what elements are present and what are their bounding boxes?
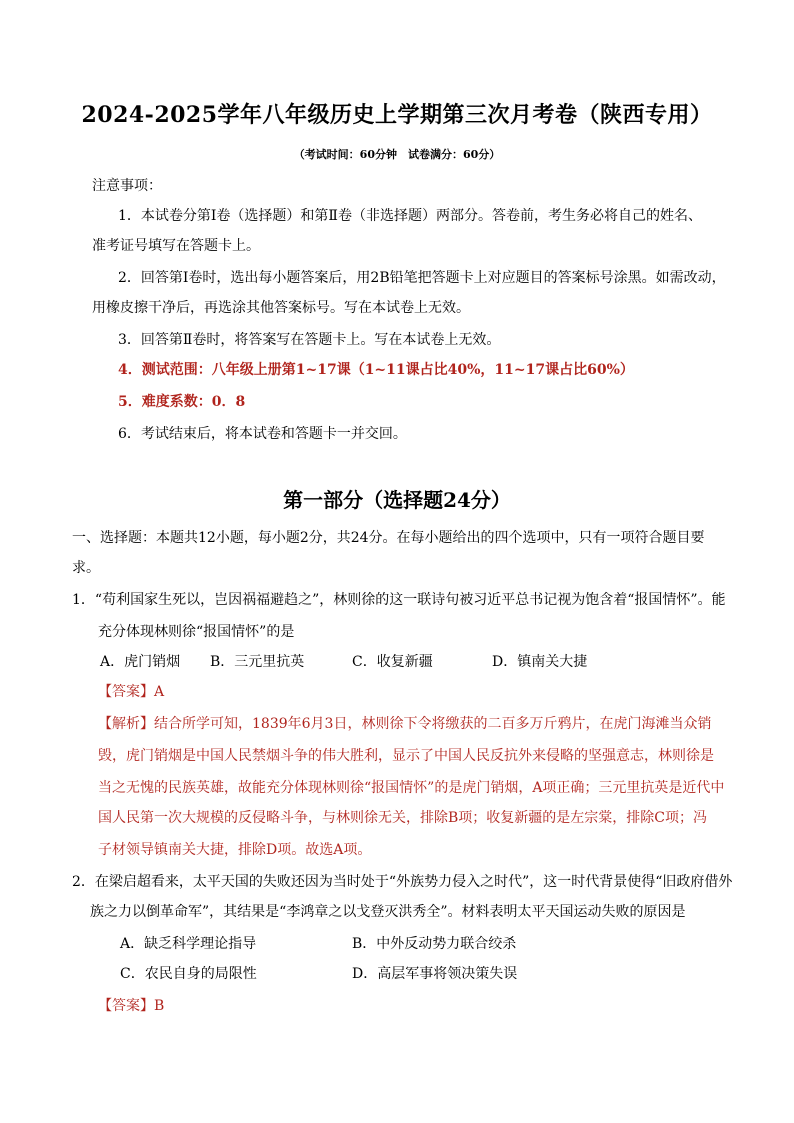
q2-option-a: A．缺乏科学理论指导 — [120, 936, 257, 952]
q1-analysis-4: 国人民第一次大规模的反侵略斗争，与林则徐无关，排除B项；收复新疆的是左宗棠，排除C项；冯 — [98, 810, 707, 826]
q2-answer: 【答案】B — [98, 998, 165, 1014]
notice-item-4-scope: 4．测试范围：八年级上册第1~17课（1~11课占比40%，11~17课占比60%） — [118, 362, 634, 378]
q1-option-a: A．虎门销烟 — [100, 654, 181, 670]
q1-option-d: D．镇南关大捷 — [492, 654, 588, 670]
q2-option-b: B．中外反动势力联合绞杀 — [352, 936, 517, 952]
q2-option-d: D．高层军事将领决策失误 — [352, 966, 518, 982]
notice-item-3: 3．回答第Ⅱ卷时，将答案写在答题卡上。写在本试卷上无效。 — [118, 332, 501, 348]
notice-item-5-difficulty: 5．难度系数：0．8 — [118, 394, 246, 410]
q1-analysis-3: 当之无愧的民族英雄，故能充分体现林则徐“报国情怀”的是虎门销烟，A项正确；三元里抗英是近代中 — [98, 780, 725, 796]
section-intro: 一、选择题：本题共12小题，每小题2分，共24分。在每小题给出的四个选项中，只有一项符合题目要 — [72, 530, 705, 546]
q1-option-c: C．收复新疆 — [352, 654, 433, 670]
q2-stem: 2．在梁启超看来，太平天国的失败还因为当时处于“外族势力侵入之时代”，这一时代背景使得“旧政府借外 — [72, 874, 733, 890]
q1-answer: 【答案】A — [98, 684, 165, 700]
q1-stem-cont: 充分体现林则徐“报国情怀”的是 — [98, 624, 295, 640]
section-intro-cont: 求。 — [72, 560, 100, 576]
notice-item-6: 6．考试结束后，将本试卷和答题卡一并交回。 — [118, 426, 407, 442]
notice-heading: 注意事项： — [92, 178, 162, 194]
page-title: 2024-2025学年八年级历史上学期第三次月考卷（陕西专用） — [81, 102, 713, 128]
q2-option-c: C．农民自身的局限性 — [120, 966, 257, 982]
q1-analysis-2: 毁，虎门销烟是中国人民禁烟斗争的伟大胜利，显示了中国人民反抗外来侵略的坚强意志，林则徐是 — [98, 748, 714, 764]
q2-stem-cont: 族之力以倒革命军”，其结果是“李鸿章之以戈登灭洪秀全”。材料表明太平天国运动失败的原因是 — [90, 904, 686, 920]
notice-item-2-cont: 用橡皮擦干净后，再选涂其他答案标号。写在本试卷上无效。 — [92, 300, 470, 316]
q1-option-b: B．三元里抗英 — [210, 654, 305, 670]
section-title: 第一部分（选择题24分） — [283, 488, 511, 512]
exam-time-note: （考试时间：60分钟 试卷满分：60分） — [293, 148, 501, 161]
q1-stem: 1．“苟利国家生死以，岂因祸福避趋之”，林则徐的这一联诗句被习近平总书记视为饱含着“报国情怀”。能 — [72, 592, 726, 608]
notice-item-1-cont: 准考证号填写在答题卡上。 — [92, 238, 260, 254]
q1-analysis-1: 【解析】结合所学可知，1839年6月3日，林则徐下令将缴获的二百多万斤鸦片，在虎门海滩当众销 — [98, 716, 712, 732]
notice-item-1: 1．本试卷分第Ⅰ卷（选择题）和第Ⅱ卷（非选择题）两部分。答卷前，考生务必将自己的姓名、 — [118, 208, 702, 224]
q1-analysis-5: 子材领导镇南关大捷，排除D项。故选A项。 — [98, 842, 372, 858]
notice-item-2: 2．回答第Ⅰ卷时，选出每小题答案后，用2B铅笔把答题卡上对应题目的答案标号涂黑。如需改动， — [118, 270, 726, 286]
